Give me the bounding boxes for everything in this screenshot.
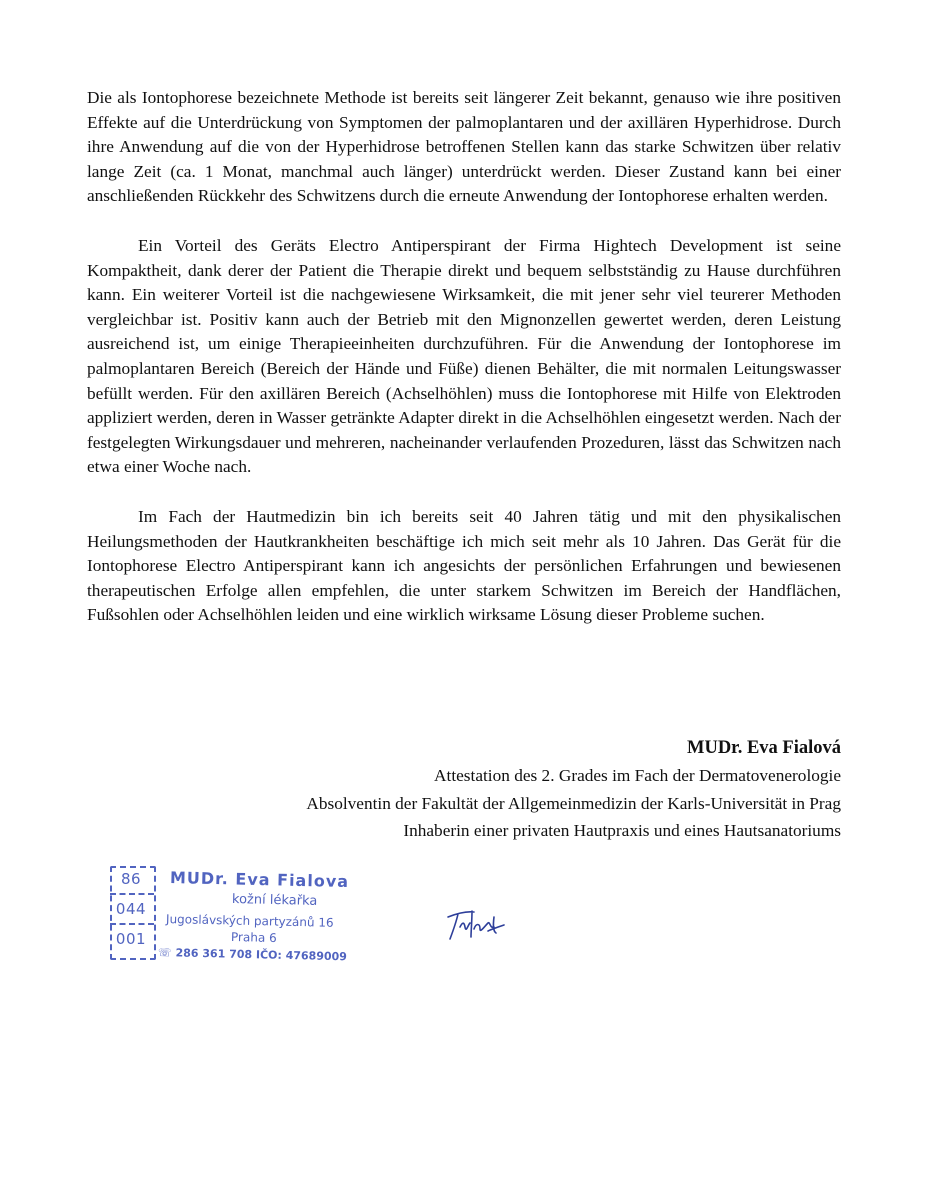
paragraph-1: Die als Iontophorese bezeichnete Methode ist bereits seit längerer Zeit bekannt, genauso wie ihre positiven Effekte auf die Unterdrückung von Symptomen der palmoplantaren und der axillären Hyperhidrose. Durch ihre Anwendung auf die von der Hyperhidrose betroffenen Stellen kann das starke Schwitzen über relativ lange Zeit (ca. 1 Monat, manchmal auch länger) unterdrückt werden. Dieser Zustand kann bei einer anschließenden Rückkehr des Schwitzens durch die erneute Anwendung der Iontophorese erhalten werden. [87, 88, 841, 206]
signatory-title-1: Attestation des 2. Grades im Fach der Dermatovenerologie [434, 766, 841, 785]
stamp-line: Praha 6 [230, 930, 277, 946]
stamp-number: 86 [120, 870, 142, 888]
stamp-line: kožní lékařka [231, 892, 318, 909]
stamp-number: 001 [115, 930, 147, 948]
stamp-divider [110, 923, 154, 925]
stamp-divider [110, 893, 154, 895]
paragraph-2: Ein Vorteil des Geräts Electro Antiperspirant der Firma Hightech Development ist seine Kompaktheit, dank derer der Patient die Therapie direkt und bequem selbstständig zu Hause durchführen kann. Ein weiterer Vorteil ist die nachgewiesene Wirksamkeit, die mit jener sehr viel teurerer Methoden vergleichbar ist. Positiv kann auch der Betrieb mit den Mignonzellen gewertet werden, deren Leistung ausreichend ist, um einige Therapieeinheiten durchzuführen. Für die Anwendung der Iontophorese im palmoplantaren Bereich (Bereich der Hände und Füße) dienen Behälter, die mit normalen Leitungswasser befüllt werden. Für den axillären Bereich (Achselhöhlen) muss die Iontophorese mit Hilfe von Elektroden appliziert werden, deren in Wasser getränkte Adapter direkt in die Achselhöhlen eingesetzt werden. Nach der festgelegten Wirkungsdauer und mehreren, nacheinander verlaufenden Prozeduren, lässt das Schwitzen nach etwa einer Woche nach. [87, 235, 841, 477]
paragraph-3: Im Fach der Hautmedizin bin ich bereits seit 40 Jahren tätig und mit den physikalischen Heilungsmethoden der Hautkrankheiten beschäftige ich mich seit mehr als 10 Jahren. Das Gerät für die Iontophorese Electro Antiperspirant kann ich angesichts der persönlichen Erfahrungen und bewiesenen therapeutischen Erfolge allen empfehlen, die unter starkem Schwitzen im Bereich der Handflächen, Fußsohlen oder Achselhöhlen leiden und eine wirklich wirksame Lösung dieser Probleme suchen. [87, 506, 841, 625]
signatory-title-2: Absolventin der Fakultät der Allgemeinmedizin der Karls-Universität in Prag [306, 793, 841, 813]
signatory-title-3: Inhaberin einer privaten Hautpraxis und eines Hautsanatoriums [403, 821, 841, 840]
signature-block [87, 735, 841, 845]
stamp-number: 044 [115, 900, 147, 918]
letter-body [87, 86, 841, 628]
signatory-name: MUDr. Eva Fialová [687, 738, 841, 758]
stamp-line: Jugoslávských partyzánů 16 [165, 912, 334, 930]
stamp-line: MUDr. Eva Fialova [169, 868, 350, 892]
stamp-line: ☏ 286 361 708 IČO: 47689009 [157, 946, 348, 964]
handwritten-signature [444, 905, 524, 945]
doctor-stamp [104, 862, 354, 962]
